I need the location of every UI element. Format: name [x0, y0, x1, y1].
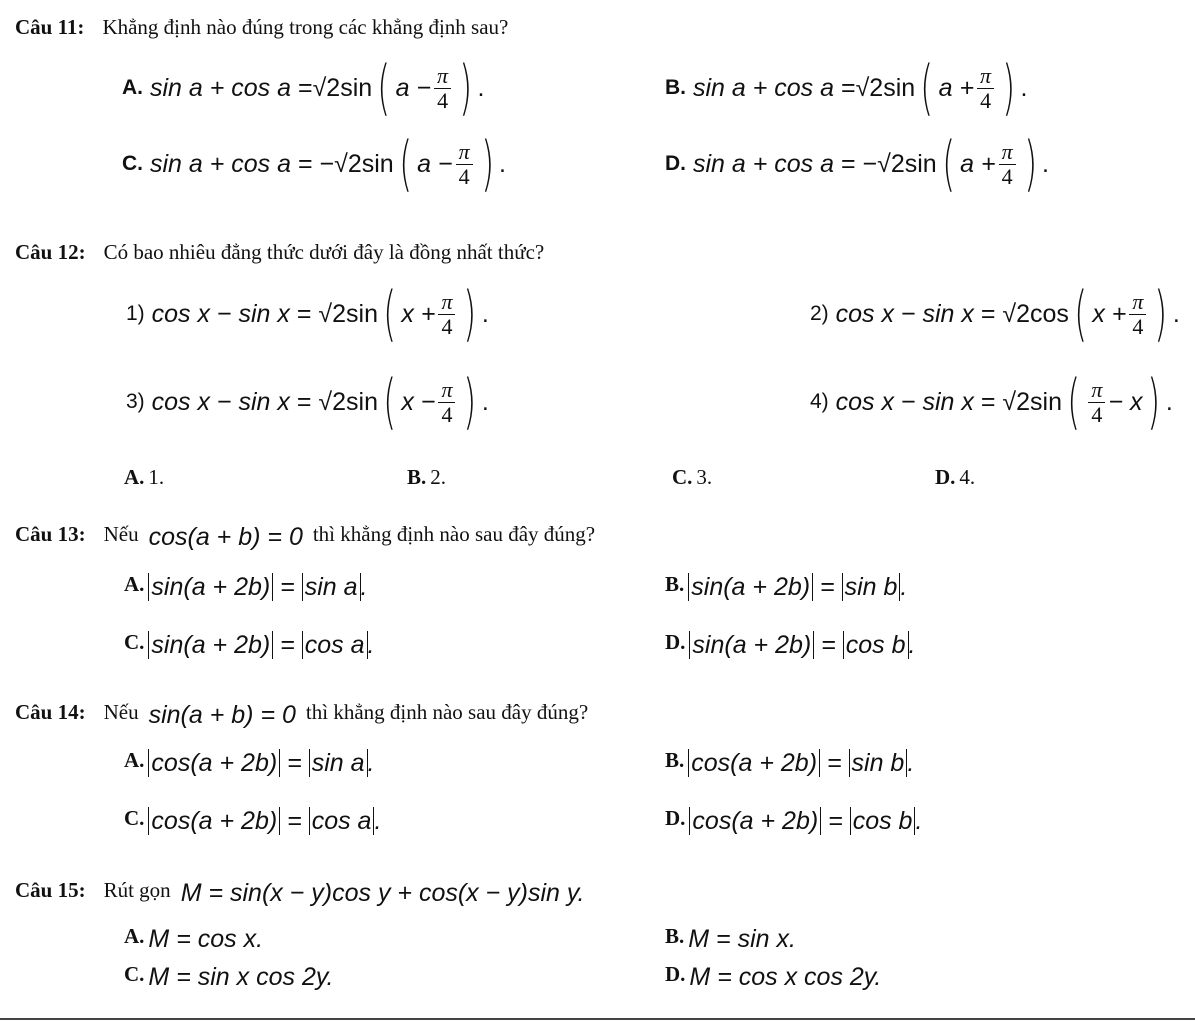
option-key: A.: [124, 748, 145, 772]
rhs: cos b: [850, 807, 916, 835]
fraction-denominator: 4: [434, 88, 451, 112]
q14-option-d[interactable]: D. cos(a + 2b) = cos b .: [665, 806, 923, 835]
left-paren: (: [383, 367, 397, 437]
option-key: C.: [124, 962, 145, 986]
fraction-denominator: 4: [1088, 402, 1105, 426]
condition: cos(a + b) = 0: [148, 522, 303, 551]
right-paren: ): [1023, 129, 1037, 199]
fraction-denominator: 4: [438, 402, 455, 426]
lhs: cos(a + 2b): [688, 749, 820, 777]
fraction: [434, 64, 451, 111]
rhs: sin a: [309, 749, 368, 777]
function-name: sin: [346, 299, 378, 328]
q12-answer-d[interactable]: [935, 465, 975, 490]
question-label: Câu 13:: [15, 522, 86, 546]
question-13-header: [15, 522, 595, 552]
bottom-divider: [0, 1018, 1195, 1020]
right-paren: ): [1154, 279, 1168, 349]
function-name: sin: [346, 387, 378, 416]
question-12-header: [15, 240, 544, 265]
question-14-header: [15, 700, 588, 730]
fraction-numerator: π: [441, 289, 453, 315]
lhs: cos x − sin x: [151, 387, 290, 416]
lhs: sin a + cos a: [692, 73, 835, 102]
option-key: C.: [124, 806, 145, 830]
inner-term: a +: [960, 149, 996, 178]
q12-answer-a[interactable]: [124, 465, 164, 490]
q13-option-d[interactable]: D. sin(a + 2b) = cos b .: [665, 630, 916, 659]
question-label: Câu 12:: [15, 240, 86, 264]
question-post: thì khẳng định nào sau đây đúng?: [312, 522, 596, 546]
q11-option-c[interactable]: [122, 129, 506, 199]
left-paren: (: [1074, 279, 1088, 349]
question-text: Có bao nhiêu đẳng thức dưới đây là đồng nhất thức?: [103, 240, 545, 264]
q15-option-c[interactable]: [124, 962, 333, 992]
option-value: 2.: [430, 465, 447, 489]
option-value: 4.: [959, 465, 976, 489]
lhs: sin(a + 2b): [689, 631, 814, 659]
fraction-numerator: π: [1091, 377, 1103, 403]
inner-term: a −: [417, 149, 453, 178]
fraction-numerator: π: [1001, 139, 1013, 165]
fraction-numerator: π: [1132, 289, 1144, 315]
question-pre: Rút gọn: [103, 878, 171, 902]
expression: M = sin(x − y)cos y + cos(x − y)sin y.: [180, 878, 585, 907]
left-paren: (: [1067, 367, 1081, 437]
option-key: A.: [124, 465, 145, 489]
fraction-numerator: π: [441, 377, 453, 403]
option-expr: M = cos x cos 2y.: [689, 962, 882, 991]
option-key: B.: [407, 465, 427, 489]
fraction-numerator: π: [980, 63, 992, 89]
option-value: 3.: [696, 465, 713, 489]
right-paren: ): [1002, 53, 1016, 123]
fraction-denominator: 4: [456, 164, 473, 188]
question-text: Khẳng định nào đúng trong các khẳng định sau?: [102, 15, 509, 39]
question-label: Câu 11:: [15, 15, 85, 39]
rhs: cos b: [843, 631, 909, 659]
q11-option-b[interactable]: [665, 53, 1028, 123]
question-label: Câu 14:: [15, 700, 86, 724]
option-key: D.: [665, 962, 686, 986]
q12-item-2: 2) cos x − sin x = √2 cos ( x + $\frac{\pi}{4}$ ) .: [810, 279, 1180, 349]
right-paren: ): [480, 129, 494, 199]
lhs: sin(a + 2b): [688, 573, 813, 601]
option-value: 1.: [148, 465, 165, 489]
lhs: cos x − sin x: [151, 299, 290, 328]
fraction: [438, 378, 455, 425]
right-paren: ): [459, 53, 473, 123]
q11-option-d[interactable]: [665, 129, 1049, 199]
q12-answer-b[interactable]: [407, 465, 446, 490]
fraction: [456, 140, 473, 187]
option-key: B.: [665, 76, 686, 99]
lhs: cos(a + 2b): [148, 807, 280, 835]
pre-term: x +: [1092, 299, 1127, 328]
option-key: D.: [665, 630, 686, 654]
option-expr: M = sin x.: [688, 924, 796, 953]
option-key: C.: [124, 630, 145, 654]
function-name: sin: [340, 73, 373, 102]
q15-option-b[interactable]: [665, 924, 796, 954]
fraction-denominator: 4: [977, 88, 994, 112]
option-expr: M = sin x cos 2y.: [148, 962, 334, 991]
q14-option-b[interactable]: B. cos(a + 2b) = sin b .: [665, 748, 915, 777]
option-key: C.: [122, 152, 143, 175]
q14-option-a[interactable]: A. cos(a + 2b) = sin a .: [124, 748, 375, 777]
pre-term: x +: [401, 299, 436, 328]
rhs: sin a: [302, 573, 361, 601]
item-key: 1): [126, 302, 145, 325]
q12-item-4: 4) cos x − sin x = √2 sin ( $\frac{\pi}{4}$ − x ) .: [810, 367, 1173, 437]
function-name: sin: [1030, 387, 1062, 416]
option-key: B.: [665, 924, 685, 948]
right-paren: ): [463, 279, 477, 349]
option-key: B.: [665, 748, 685, 772]
left-paren: (: [383, 279, 397, 349]
question-pre: Nếu: [103, 522, 139, 546]
question-pre: Nếu: [103, 700, 139, 724]
lhs: sin(a + 2b): [148, 573, 273, 601]
post-term: − x: [1108, 387, 1143, 416]
tail: .: [1042, 149, 1049, 178]
fraction: [1129, 290, 1146, 337]
item-key: 4): [810, 390, 829, 413]
tail: .: [499, 149, 506, 178]
option-key: D.: [665, 806, 686, 830]
left-paren: (: [398, 129, 412, 199]
option-key: B.: [665, 572, 685, 596]
lhs: sin a + cos a: [149, 73, 292, 102]
lhs: sin a + cos a: [692, 149, 835, 178]
equals-sign: =: [297, 73, 313, 102]
q12-answer-c[interactable]: [672, 465, 712, 490]
left-paren: (: [377, 53, 391, 123]
right-paren: ): [463, 367, 477, 437]
rhs: sin b: [842, 573, 901, 601]
question-11-header: [15, 15, 508, 40]
q11-option-a[interactable]: [122, 53, 485, 123]
question-15-header: [15, 878, 584, 908]
fraction-denominator: 4: [438, 314, 455, 338]
left-paren: (: [920, 53, 934, 123]
tail: .: [477, 73, 485, 102]
fraction-denominator: 4: [999, 164, 1016, 188]
q12-item-1: 1) cos x − sin x = √2 sin ( x + $\frac{\pi}{4}$ ) .: [126, 279, 489, 349]
option-expr: M = cos x.: [148, 924, 264, 953]
fraction-numerator: π: [458, 139, 470, 165]
q14-option-c[interactable]: C. cos(a + 2b) = cos a .: [124, 806, 382, 835]
q15-option-d[interactable]: [665, 962, 881, 992]
question-label: Câu 15:: [15, 878, 86, 902]
function-name: cos: [1030, 299, 1069, 328]
fraction-denominator: 4: [1129, 314, 1146, 338]
option-key: D.: [665, 152, 686, 175]
rhs: cos a: [302, 631, 368, 659]
rhs: sin b: [849, 749, 908, 777]
function-name: sin: [883, 73, 916, 102]
item-key: 3): [126, 390, 145, 413]
option-key: A.: [122, 76, 143, 99]
lhs: cos(a + 2b): [148, 749, 280, 777]
fraction-numerator: π: [437, 63, 449, 89]
q12-item-3: 3) cos x − sin x = √2 sin ( x − $\frac{\pi}{4}$ ) .: [126, 367, 489, 437]
option-key: A.: [124, 572, 145, 596]
fraction: [1088, 378, 1105, 425]
right-paren: ): [1147, 367, 1161, 437]
q15-option-a[interactable]: [124, 924, 263, 954]
equals-sign: =: [840, 73, 856, 102]
lhs: cos(a + 2b): [689, 807, 821, 835]
option-key: C.: [672, 465, 693, 489]
lhs: sin(a + 2b): [148, 631, 273, 659]
q13-option-b[interactable]: B. sin(a + 2b) = sin b .: [665, 572, 908, 601]
condition: sin(a + b) = 0: [148, 700, 296, 729]
option-key: A.: [124, 924, 145, 948]
function-name: sin: [361, 149, 394, 178]
item-key: 2): [810, 302, 829, 325]
fraction: [999, 140, 1016, 187]
option-key: D.: [935, 465, 956, 489]
inner-term: a −: [395, 73, 432, 102]
coefficient: √2: [312, 73, 341, 102]
pre-term: x −: [401, 387, 436, 416]
q13-option-a[interactable]: A. sin(a + 2b) = sin a .: [124, 572, 368, 601]
fraction: [438, 290, 455, 337]
equals-sign: = −: [297, 149, 335, 178]
fraction: [977, 64, 994, 111]
coefficient: √2: [855, 73, 884, 102]
inner-term: a +: [938, 73, 975, 102]
rhs: cos a: [309, 807, 375, 835]
lhs: sin a + cos a: [149, 149, 292, 178]
question-post: thì khẳng định nào sau đây đúng?: [305, 700, 589, 724]
equals-sign: = −: [840, 149, 878, 178]
lhs: cos x − sin x: [835, 299, 974, 328]
q13-option-c[interactable]: C. sin(a + 2b) = cos a .: [124, 630, 375, 659]
tail: .: [1020, 73, 1028, 102]
coefficient: √2: [334, 149, 362, 178]
function-name: sin: [904, 149, 937, 178]
lhs: cos x − sin x: [835, 387, 974, 416]
left-paren: (: [941, 129, 955, 199]
coefficient: √2: [877, 149, 905, 178]
